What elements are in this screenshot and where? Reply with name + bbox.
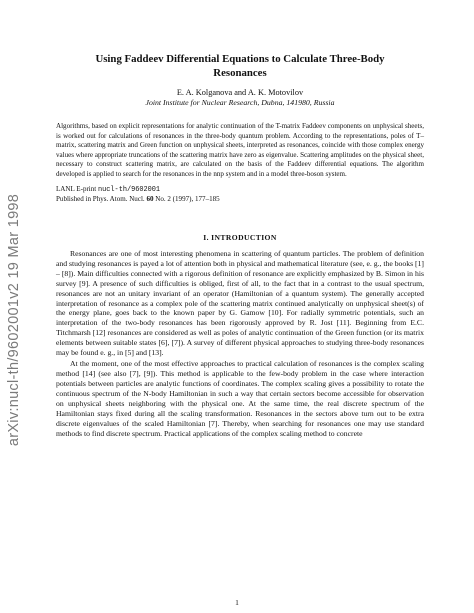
paper-title: Using Faddeev Differential Equations to Calculate Three-Body Resonances: [95, 53, 385, 79]
arxiv-identifier-sidebar: [1, 40, 27, 600]
eprint-id: nucl-th/9602001: [98, 185, 161, 194]
journal-volume: 60: [146, 195, 154, 204]
eprint-line: [56, 185, 424, 196]
eprint-label: LANL E-print: [56, 184, 97, 193]
publication-info: [56, 185, 424, 205]
arxiv-identifier: arXiv:nucl-th/9602001v2 19 Mar 1998: [6, 193, 23, 447]
intro-paragraph-1: Resonances are one of most interesting phenomena in scattering of quantum particles. The problem of definition and studying resonances is payed a lot of attention both in physical and mathematical literature (see, e. g., the books [1] – [8]). Main difficulties connected with a rigorous definition of resonance are explicitly emphasized by B. Simon in his survey [9]. A presence of such difficulties is obliged, first of all, to the fact that in a contrast to the usual spectrum, resonances are not an unitary invariant of an operator (Hamiltonian of a quantum system). The generally accepted interpretation of resonance as a complex pole of the scattering matrix continued analytically on unphysical sheet(s) of the energy plane, goes back to the known paper by G. Gamow [10]. For radially symmetric potentials, such an interpretation of the two-body resonances has been rigorously approved by R. Jost [11]. Beginning from E.C. Titchmarsh [12] resonances are considered as well as poles of analytic continuation of the Green function (or its matrix elements between suitable states [6], [7]). A survey of different physical approaches to studying three-body resonances may be found e. g., in [5] and [13].: [56, 248, 424, 358]
published-prefix: Published in Phys. Atom. Nucl.: [56, 195, 145, 204]
published-suffix: No. 2 (1997), 177–185: [155, 195, 220, 204]
page-number: 1: [235, 598, 239, 607]
abstract-text: Algorithms, based on explicit representations for analytic continuation of the T-matrix Faddeev components on unphysical sheets, is worked out for calculations of resonances in the three-body quantum problem. According to the representations, poles of T–matrix, scattering matrix and Green function on unphysical sheets, interpreted as resonances, coincide with those complex energy values where appropriate truncations of the scattering matrix have zero as eigenvalue. Scattering amplitudes on the physical sheet, necessary to construct scattering matrix, are calculated on the basis of the Faddeev differential equations. The algorithm developed is applied to search for the resonances in the nnp system and in a model three-boson system.: [56, 122, 424, 178]
intro-paragraph-2: At the moment, one of the most effective approaches to practical calculation of resonances is the complex scaling method [14] (see also [7], [9]). This method is applicable to the few-body problem in the case where interaction potentials between particles are analytic functions of coordinates. The complex scaling gives a possibility to rotate the continuous spectrum of the N-body Hamiltonian in such a way that certain sectors become accessible for observation on unphysical sheets neighboring with the physical one. At the same time, the real discrete spectrum of the Hamiltonian stays fixed during all the scaling transformation. Resonances in the sectors above turn out to be extra discrete eigenvalues of the scaled Hamiltonian [7]. Thereby, when searching for resonances one may use standard methods to find discrete spectrum. Practical applications of the complex scaling method to concrete: [56, 359, 424, 438]
paper-authors: E. A. Kolganova and A. K. Motovilov: [176, 88, 304, 97]
paper-affiliation: Joint Institute for Nuclear Research, Dubna, 141980, Russia: [145, 98, 335, 107]
section-heading: I. INTRODUCTION: [203, 232, 277, 242]
page-content: [56, 52, 424, 439]
published-line: [56, 195, 424, 205]
